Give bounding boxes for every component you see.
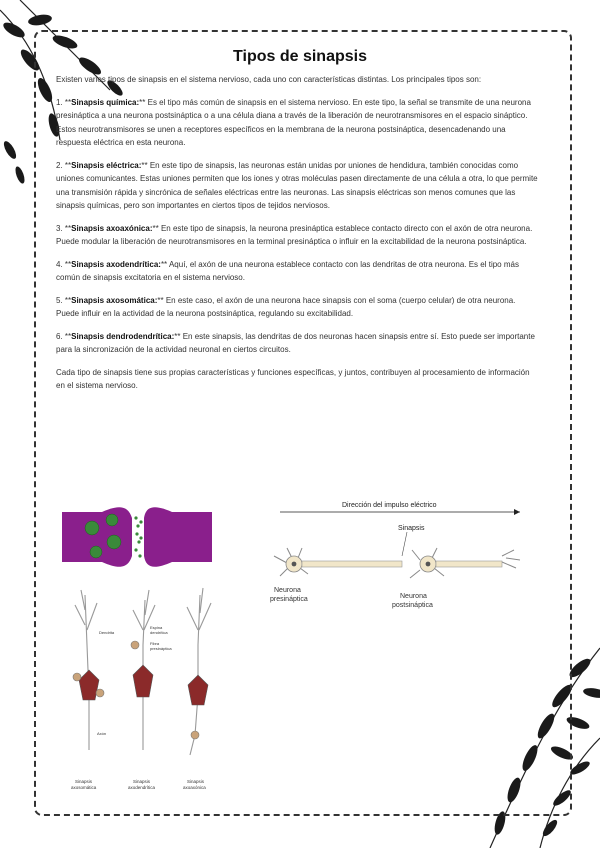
- label-axon: Axón: [97, 731, 107, 736]
- label-fibra-2: presináptica: [150, 646, 172, 651]
- caption-axodendritica: Sinapsis: [133, 779, 151, 784]
- synapse-types-illustration: [55, 585, 235, 800]
- list-item-3: 3. **Sinapsis axoaxónica:** En este tipo de sinapsis, la neurona presináptica establece contacto directo con el axón de otra neurona. Puede modular la liberación de neurotransmisores en la terminal presináptica o influir en la excitabilidad de la neurona postsináptica.: [56, 223, 533, 246]
- label-espina: Espina: [150, 625, 163, 630]
- chemical-synapse-illustration: [62, 498, 212, 576]
- label-dendrita: Dendrita: [99, 630, 115, 635]
- impulse-direction-illustration: [262, 498, 527, 618]
- caption-axosomatica-2: axosomática: [71, 785, 97, 790]
- label-pre-2: presináptica: [270, 596, 308, 603]
- label-post-2: postsináptica: [392, 602, 433, 609]
- label-fibra: Fibra: [150, 641, 160, 646]
- list-item-2: 2. **Sinapsis eléctrica:** En este tipo de sinapsis, las neuronas están unidas por uniones de hendidura, también conocidas como uniones comunicantes. Estas uniones permiten que los iones y otras moléculas pasen directamente de una célula a otra, lo que permite una transmisión rápida y sincrónica de señales eléctricas entre las neuronas. Las sinapsis eléctricas son menos comunes que las sinapsis químicas, pero son importantes en ciertos tipos de tejidos nerviosos.: [56, 160, 538, 210]
- page-title: Tipos de sinapsis: [233, 48, 367, 65]
- label-espina-2: dendrítica: [150, 630, 168, 635]
- label-post: Neurona: [400, 593, 427, 600]
- label-synapse: Sinapsis: [398, 525, 425, 532]
- list-item-1: 1. **Sinapsis química:** Es el tipo más común de sinapsis en el sistema nervioso. En este tipo, la señal se transmite de una neurona presináptica a una neurona postsináptica o a una célula diana a través de la liberación de neurotransmisores en el espacio sináptico. Estos neurotransmisores se unen a receptores específicos en la membrana de la neurona postsináptica, desencadenando una respuesta eléctrica en esta neurona.: [56, 97, 531, 147]
- closing-paragraph: Cada tipo de sinapsis tiene sus propias características y funciones específicas, y juntos, contribuyen al procesamiento de información en el sistema nervioso.: [56, 367, 530, 390]
- caption-axoaxonica-2: axoaxónica: [183, 785, 206, 790]
- label-direction: Dirección del impulso eléctrico: [342, 502, 437, 509]
- label-pre: Neurona: [274, 587, 301, 594]
- intro-paragraph: Existen varios tipos de sinapsis en el sistema nervioso, cada uno con características distintas. Los principales tipos son:: [56, 75, 482, 84]
- caption-axodendritica-2: axodendrítica: [128, 785, 156, 790]
- caption-axosomatica: Sinapsis: [75, 779, 93, 784]
- list-item-6: 6. **Sinapsis dendrodendrítica:** En este sinapsis, las dendritas de dos neuronas hacen sinapsis entre sí. Esto puede ser importante para la sincronización de la actividad neuronal en ciertos circuitos.: [56, 331, 535, 354]
- list-item-4: 4. **Sinapsis axodendrítica:** Aquí, el axón de una neurona establece contacto con las dendritas de otra neurona. Es el tipo más común de sinapsis excitatoria en el sistema nervioso.: [56, 259, 519, 282]
- caption-axoaxonica: Sinapsis: [187, 779, 205, 784]
- document-body: [56, 73, 540, 402]
- list-item-5: 5. **Sinapsis axosomática:** En este caso, el axón de una neurona hace sinapsis con el soma (cuerpo celular) de otra neurona. Puede influir en la actividad de la neurona postsináptica, regulando su excitabilidad.: [56, 295, 516, 318]
